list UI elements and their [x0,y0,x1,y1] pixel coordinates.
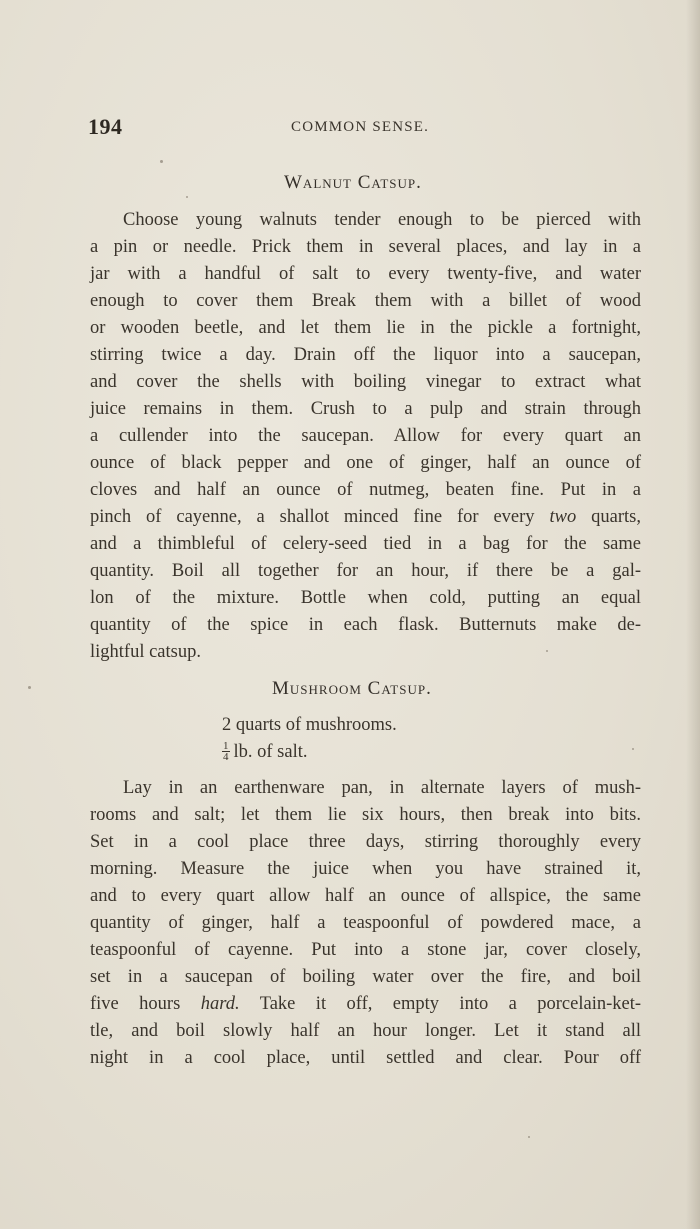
text-line: quantity of ginger, half a teaspoonful of powdered mace, a [90,913,641,933]
text-line: jar with a handful of salt to every twenty-five, and water [90,264,641,284]
recipe-title-walnut-catsup: Walnut Catsup. [284,172,422,193]
text-line: and a thimbleful of celery-seed tied in a bag for the same [90,534,641,554]
text-line: quantity. Boil all together for an hour, if there be a gal- [90,561,641,581]
ingredient-text: lb. of salt. [233,742,308,762]
text-run: quarts, [591,507,642,527]
text-line: juice remains in them. Crush to a pulp and strain through [90,399,641,419]
text-line: a cullender into the saucepan. Allow for every quart an [90,426,641,446]
page-edge-shadow [686,0,700,1229]
text-line: stirring twice a day. Drain off the liquor into a saucepan, [90,345,641,365]
paper-speck [632,748,634,750]
text-line: rooms and salt; let them lie six hours, then break into bits. [90,805,641,825]
text-line: lightful catsup. [90,642,201,662]
fraction-denominator: 4 [223,751,229,763]
paper-speck [186,196,188,198]
paper-speck [528,1136,530,1138]
page-number: 194 [88,114,123,139]
italic-word: two [549,507,577,527]
text-line [90,504,641,531]
text-run: five hours [90,994,181,1014]
text-line: enough to cover them Break them with a billet of wood [90,291,641,311]
text-line: or wooden beetle, and let them lie in the pickle a fortnight, [90,318,641,338]
paper-speck [160,160,163,163]
italic-word: hard. [200,994,240,1014]
text-line: cloves and half an ounce of nutmeg, beaten fine. Put in a [90,480,641,500]
text-run: Take it off, empty into a porcelain-ket- [259,994,642,1014]
walnut-catsup-paragraph [90,207,641,666]
text-line: Lay in an earthenware pan, in alternate layers of mush- [123,778,641,798]
text-line: lon of the mixture. Bottle when cold, putting an equal [90,588,641,608]
fraction-numerator: 1 [223,740,229,752]
text-line: Set in a cool place three days, stirring thoroughly every [90,832,641,852]
text-line: and to every quart allow half an ounce of allspice, the same [90,886,641,906]
paper-speck [28,686,31,689]
paper-speck [546,650,548,652]
text-line: teaspoonful of cayenne. Put into a stone jar, cover closely, [90,940,641,960]
recipe-title-mushroom-catsup: Mushroom Catsup. [272,678,432,699]
ingredient-list [222,712,397,766]
fraction [222,741,230,762]
text-line: set in a saucepan of boiling water over the fire, and boil [90,967,641,987]
text-line: a pin or needle. Prick them in several places, and lay in a [90,237,641,257]
ingredient-item: 2 quarts of mushrooms. [222,715,397,735]
text-line: and cover the shells with boiling vinegar to extract what [90,372,641,392]
text-line: tle, and boil slowly half an hour longer. Let it stand all [90,1021,641,1041]
text-line: Choose young walnuts tender enough to be pierced with [123,210,641,230]
text-line: night in a cool place, until settled and clear. Pour off [90,1048,641,1068]
text-line [90,991,641,1018]
text-run: pinch of cayenne, a shallot minced fine for every [90,507,535,527]
text-line: quantity of the spice in each flask. Butternuts make de- [90,615,641,635]
text-line: ounce of black pepper and one of ginger, half an ounce of [90,453,641,473]
text-line: morning. Measure the juice when you have strained it, [90,859,641,879]
book-title: COMMON SENSE. [291,119,430,135]
ingredient-item [222,739,397,766]
mushroom-catsup-paragraph [90,775,641,1072]
running-head [88,114,448,144]
